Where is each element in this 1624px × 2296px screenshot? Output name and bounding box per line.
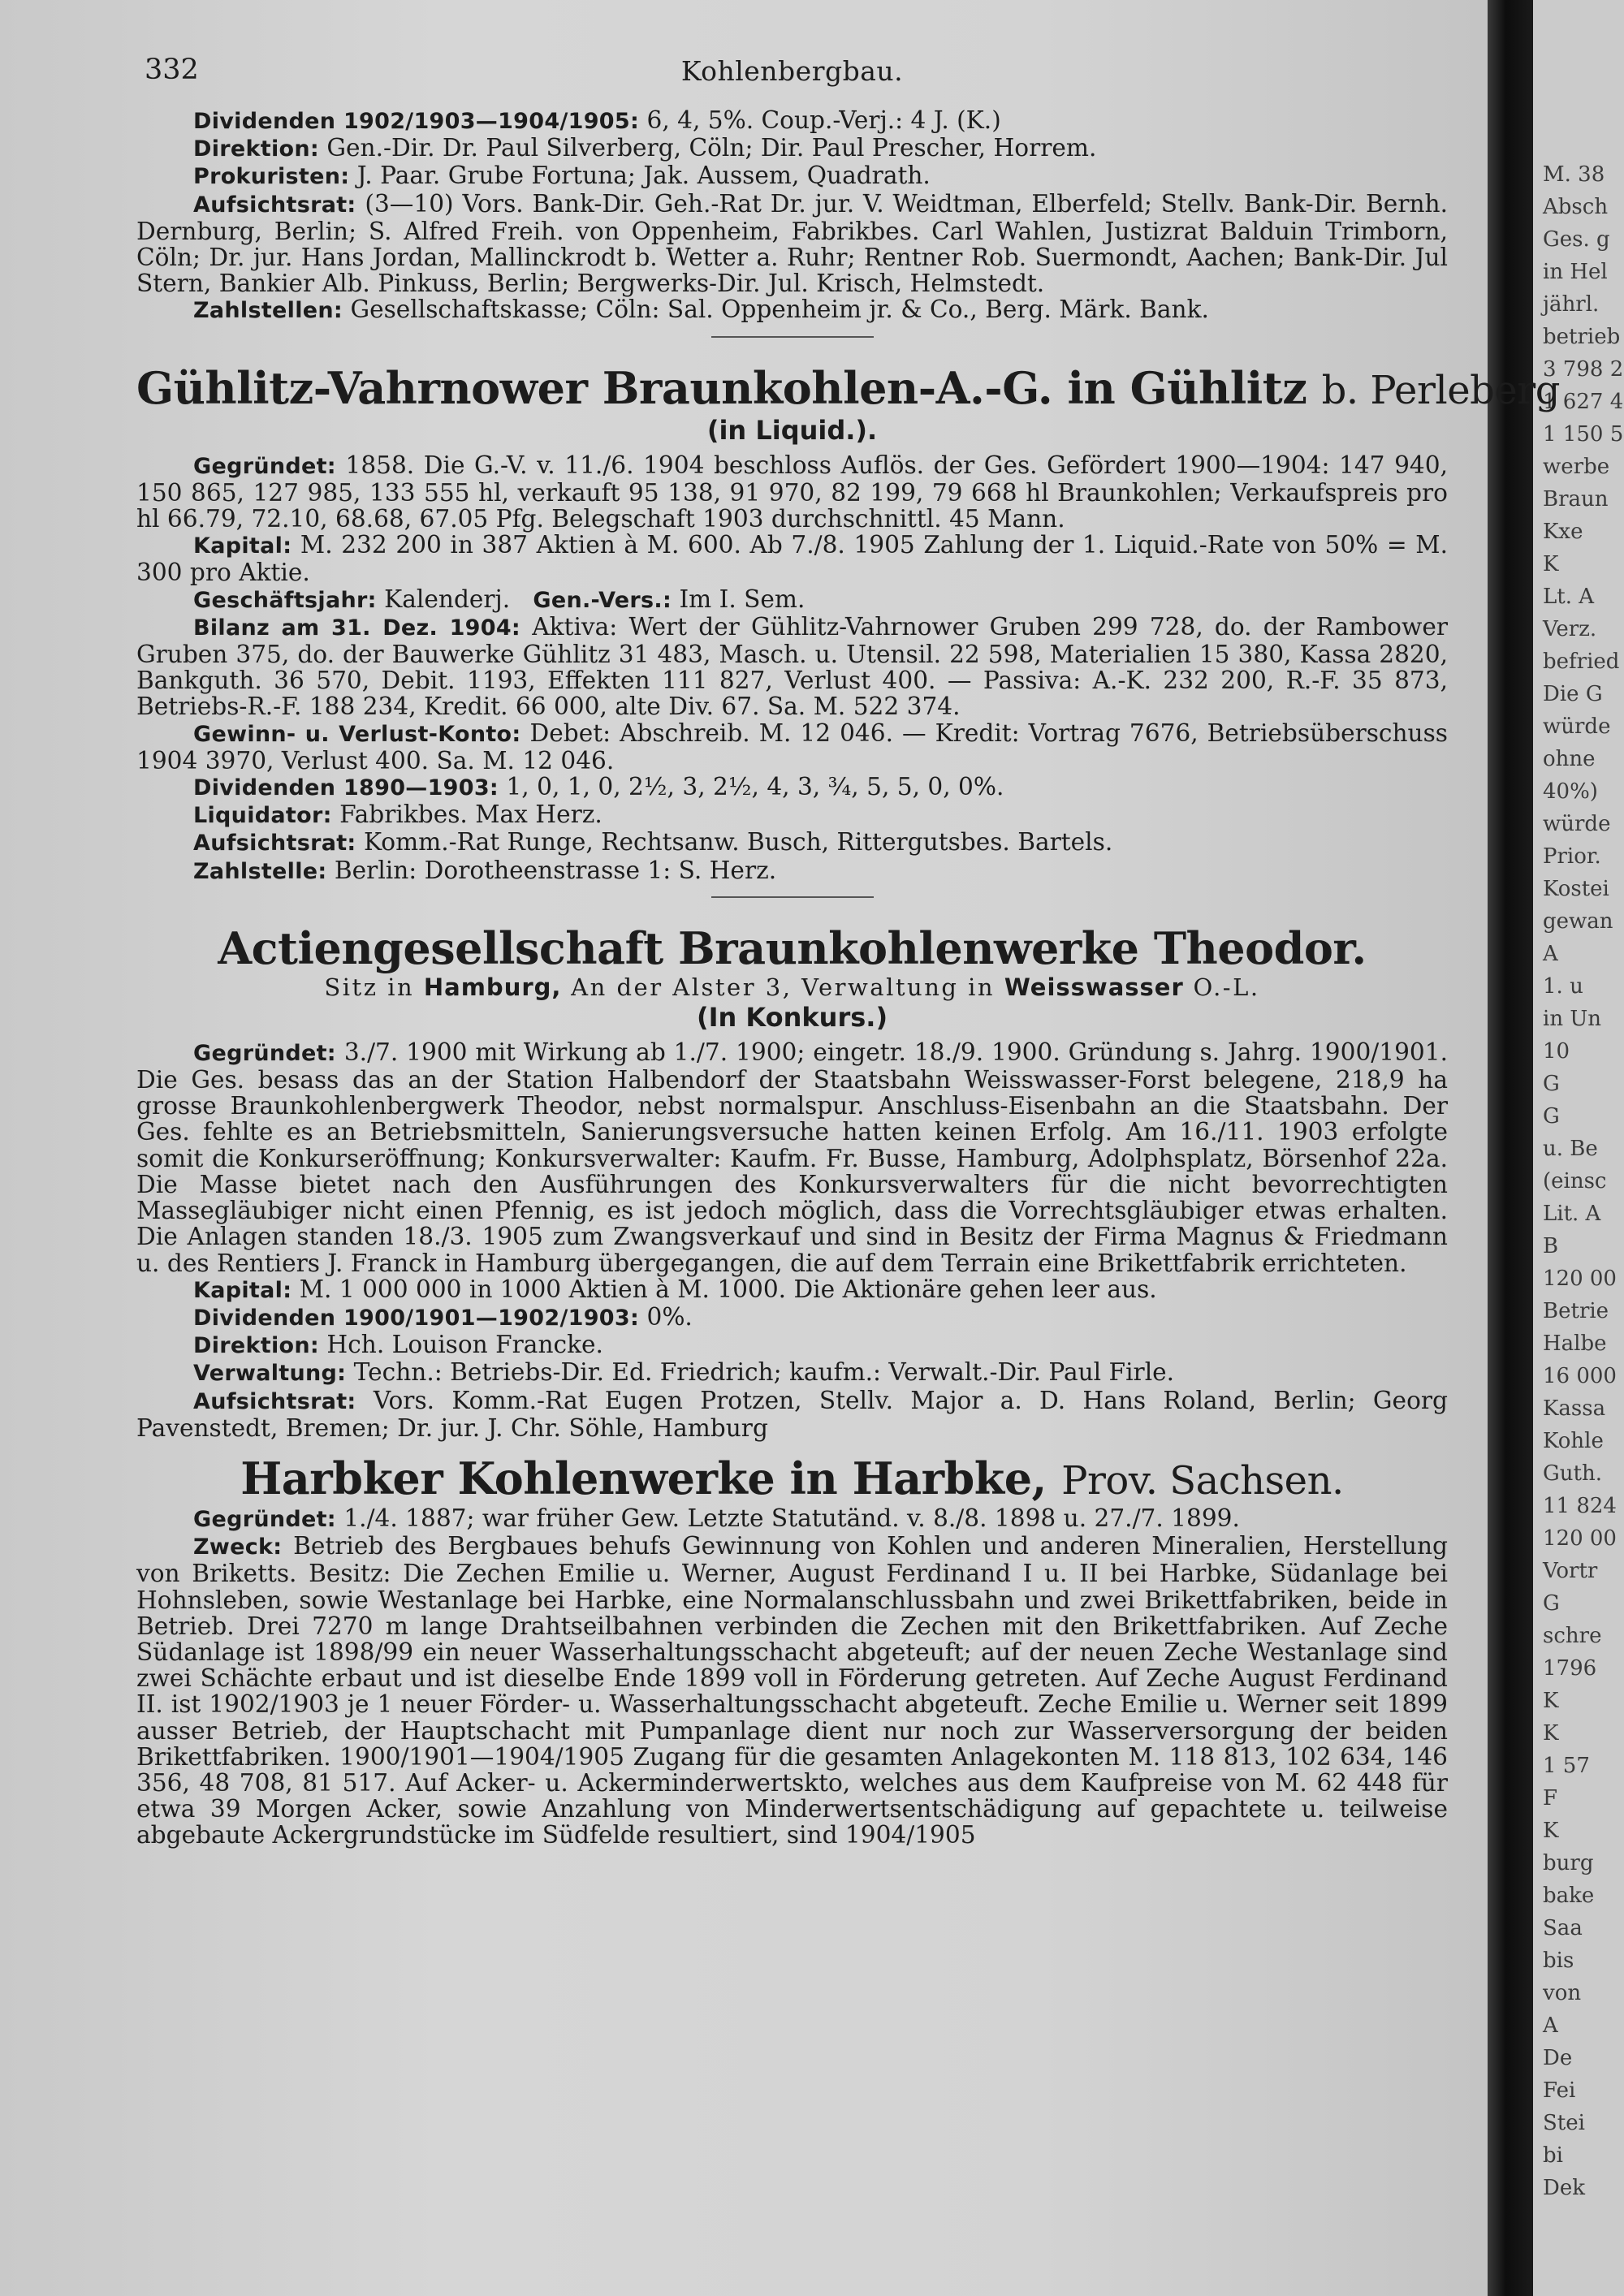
harbke-gegruendet: Gegründet: 1./4. 1887; war früher Gew. Letzte Statutänd. v. 8./8. 1898 u. 27./7. 1899.: [193, 1504, 1240, 1532]
neighbor-fragment: K: [1543, 1689, 1559, 1713]
running-head: [136, 54, 1448, 107]
theodor-direktion: Direktion: Hch. Louison Francke.: [193, 1331, 603, 1359]
neighbor-fragment: 120 00: [1543, 1526, 1617, 1551]
neighbor-fragment: G: [1543, 1072, 1560, 1096]
neighbor-fragment: Betrie: [1543, 1299, 1609, 1323]
neighbor-fragment: u. Be: [1543, 1137, 1598, 1161]
neighbor-fragment: G: [1543, 1104, 1560, 1129]
section-divider: [711, 896, 874, 898]
guehlitz-liquidator: Liquidator: Fabrikbes. Max Herz.: [193, 801, 603, 829]
page-number: 332: [145, 54, 199, 86]
neighbor-fragment: Die G: [1543, 682, 1603, 706]
neighbor-fragment: bi: [1543, 2143, 1563, 2168]
company-title-guehlitz: Gühlitz-Vahrnower Braunkohlen-A.-G. in Gühlitz b. Perleberg: [136, 361, 1560, 414]
status-guehlitz: (in Liquid.).: [706, 414, 878, 446]
neighbor-fragment: De: [1543, 2046, 1573, 2070]
neighbor-fragment: Verz.: [1543, 617, 1597, 641]
entry-guehlitz: [136, 361, 1560, 885]
guehlitz-bilanz: Bilanz am 31. Dez. 1904: Aktiva: Wert der Gühlitz-Vahrnower Gruben 299 728, do. der Rambower Gruben 375, do. der Bauwerke Gühlitz 31 483, Masch. u. Utensil. 22 598, Materialien 15 380, Kassa 2820, Bankguth. 36 570, Debit. 1193, Effekten 111 827, Verlust 400. — Passiva: A.-K. 232 200, R.-F. 35 873, Betriebs-R.-F. 188 234, Kredit. 66 000, alte Div. 67. Sa. M. 522 374.: [136, 612, 1448, 721]
neighbor-fragment: K: [1543, 1721, 1559, 1746]
neighbor-fragment: würde: [1543, 812, 1611, 836]
neighbor-fragment: burg: [1543, 1851, 1594, 1875]
theodor-kapital: Kapital: M. 1 000 000 in 1000 Aktien à M. 1000. Die Aktionäre gehen leer aus.: [193, 1275, 1157, 1303]
neighbor-fragment: Kohle: [1543, 1429, 1604, 1453]
theodor-gegruendet: Gegründet: 3./7. 1900 mit Wirkung ab 1./7. 1900; eingetr. 18./9. 1900. Gründung s. Jahrg. 1900/1901. Die Ges. besass das an der Station Halbendorf der Staatsbahn Weisswasser-Forst belegene, 218,9 ha grosse Braunkohlenbergwerk Theodor, nebst normalspur. Anschluss-Eisenbahn an die Staatsbahn. Der Ges. fehlte es an Betriebsmitteln, Sanierungsversuche hatten keinen Erfolg. Am 16./11. 1903 erfolgte somit die Konkurseröffnung; Konkursverwalter: Kaufm. Fr. Busse, Hamburg, Adolphsplatz, Börsenhof 22a. Die Masse bietet nach den Ausführungen des Konkursverwalters für die nicht bevorrechtigten Massegläubiger nicht einen Pfennig, es ist jedoch möglich, dass die Vorrechtsgläubiger etwas erhalten. Die Anlagen standen 18./3. 1905 zum Zwangsverkauf und sind in Besitz der Firma Magnus & Friedmann u. des Rentiers J. Franck in Hamburg übergegangen, die auf dem Terrain eine Brikettfabrik errichteten.: [136, 1038, 1448, 1277]
neighbor-fragment: B: [1543, 1234, 1559, 1258]
neighbor-fragment: Kassa: [1543, 1396, 1606, 1421]
neighbor-fragment: ohne: [1543, 747, 1596, 771]
neighbor-fragment: 16 000: [1543, 1364, 1617, 1388]
neighbor-fragment: Braun: [1543, 487, 1609, 511]
section-divider: [711, 336, 874, 338]
neighbor-fragment: Guth.: [1543, 1461, 1602, 1486]
neighbor-fragment: Ges. g: [1543, 227, 1610, 252]
entry-theodor: [136, 921, 1448, 1442]
entry-harbke: [136, 1454, 1448, 1849]
guehlitz-kapital: Kapital: M. 232 200 in 387 Aktien à M. 600. Ab 7./8. 1905 Zahlung der 1. Liquid.-Rate von 50% = M. 300 pro Aktie.: [136, 531, 1448, 587]
neighbor-fragment: in Un: [1543, 1007, 1601, 1031]
theodor-verwaltung: Verwaltung: Techn.: Betriebs-Dir. Ed. Friedrich; kaufm.: Verwalt.-Dir. Paul Firle.: [193, 1358, 1175, 1387]
theodor-aufsichtsrat: Aufsichtsrat: Vors. Komm.-Rat Eugen Protzen, Stellv. Major a. D. Hans Roland, Berlin; Georg Pavenstedt, Bremen; Dr. jur. J. Chr. Söhle, Hamburg: [136, 1386, 1448, 1442]
neighbor-fragment: Vortr: [1543, 1559, 1598, 1583]
neighbor-fragment: Absch: [1543, 195, 1609, 219]
neighbor-fragment: Saa: [1543, 1916, 1583, 1940]
neighbor-fragment: Lit. A: [1543, 1202, 1601, 1226]
book-gutter: [1488, 0, 1533, 2296]
prev-direktion: Direktion: Gen.-Dir. Dr. Paul Silverberg, Cöln; Dir. Paul Prescher, Horrem.: [193, 134, 1097, 162]
neighbor-fragment: 1796: [1543, 1656, 1597, 1681]
guehlitz-dividenden: Dividenden 1890—1903: 1, 0, 1, 0, 2½, 3, 2½, 4, 3, ¾, 5, 5, 0, 0%.: [193, 773, 1004, 801]
neighbor-fragment: Kxe: [1543, 520, 1583, 544]
neighbor-fragment: bake: [1543, 1884, 1595, 1908]
neighbor-fragment: jährl.: [1543, 292, 1600, 317]
neighbor-fragment: Fei: [1543, 2078, 1576, 2103]
neighbor-fragment: Kostei: [1543, 877, 1609, 901]
neighbor-fragment: 3 798 2: [1543, 357, 1624, 382]
neighbor-fragment: werbe: [1543, 455, 1610, 479]
company-title-theodor: Actiengesellschaft Braunkohlenwerke Theodor.: [218, 921, 1367, 974]
neighbor-fragment: schre: [1543, 1624, 1602, 1648]
neighbor-fragment: Lt. A: [1543, 585, 1595, 609]
neighbor-fragment: bis: [1543, 1949, 1574, 1973]
neighbor-fragment: würde: [1543, 714, 1611, 739]
neighbor-fragment: M. 38: [1543, 162, 1605, 187]
neighbor-fragment: 1 627 4: [1543, 390, 1624, 414]
status-theodor: (In Konkurs.): [696, 1001, 888, 1033]
theodor-dividenden: Dividenden 1900/1901—1902/1903: 0%.: [193, 1302, 693, 1331]
running-title: Kohlenbergbau.: [680, 55, 904, 87]
prev-prokuristen: Prokuristen: J. Paar. Grube Fortuna; Jak. Aussem, Quadrath.: [193, 162, 931, 190]
neighbor-fragment: G: [1543, 1591, 1560, 1616]
neighbor-fragment: A: [1543, 942, 1558, 966]
guehlitz-zahlstelle: Zahlstelle: Berlin: Dorotheenstrasse 1: S. Herz.: [193, 856, 777, 884]
prev-aufsichtsrat: Aufsichtsrat: (3—10) Vors. Bank-Dir. Geh.-Rat Dr. jur. V. Weidtman, Elberfeld; Stellv. Bank-Dir. Bernh. Dernburg, Berlin; S. Alfred Freih. von Oppenheim, Fabrikbes. Carl Wahlen, Justizrat Balduin Trimborn, Cöln; Dr. jur. Hans Jordan, Mallinckrodt b. Wetter a. Ruhr; Rentner Rob. Suermondt, Aachen; Bank-Dir. Jul Stern, Bankier Alb. Pinkuss, Berlin; Bergwerks-Dir. Jul. Krisch, Helmstedt.: [136, 189, 1448, 298]
neighbor-fragment: (einsc: [1543, 1169, 1607, 1193]
neighbor-fragment: Dek: [1543, 2176, 1585, 2200]
neighbor-fragment: von: [1543, 1981, 1582, 2005]
guehlitz-geschaeftsjahr: Geschäftsjahr: Kalenderj. Gen.-Vers.: Im I. Sem.: [193, 585, 806, 613]
neighbor-fragment: in Hel: [1543, 260, 1608, 284]
neighbor-fragment: Stei: [1543, 2111, 1585, 2135]
neighbor-fragment: 40%): [1543, 779, 1598, 804]
neighbor-fragment: Halbe: [1543, 1331, 1607, 1356]
neighbor-fragment: 1 150 5: [1543, 422, 1624, 447]
neighbor-fragment: 1 57: [1543, 1754, 1590, 1778]
guehlitz-gewinn: Gewinn- u. Verlust-Konto: Debet: Abschreib. M. 12 046. — Kredit: Vortrag 7676, Betriebsüberschuss 1904 3970, Verlust 400. Sa. M. 12 046.: [136, 719, 1448, 775]
seat-theodor: Sitz in Hamburg, An der Alster 3, Verwaltung in Weisswasser O.-L.: [324, 973, 1260, 1001]
previous-entry: [136, 107, 1448, 325]
neighbor-fragment: Prior.: [1543, 844, 1601, 869]
neighbor-fragment: 1. u: [1543, 974, 1583, 999]
guehlitz-gegruendet: Gegründet: 1858. Die G.-V. v. 11./6. 1904 beschloss Auflös. der Ges. Gefördert 1900—1904: 147 940, 150 865, 127 985, 133 555 hl, verkauft 95 138, 91 970, 82 199, 79 668 hl Braunkohlen; Verkaufspreis pro hl 66.79, 72.10, 68.68, 67.05 Pfg. Belegschaft 1903 durchschnittl. 45 Mann.: [136, 451, 1448, 533]
neighbor-fragment: K: [1543, 1819, 1559, 1843]
neighbor-fragment: F: [1543, 1786, 1558, 1810]
neighbor-fragment: betrieb: [1543, 325, 1621, 349]
prev-zahlstellen: Zahlstellen: Gesellschaftskasse; Cöln: Sal. Oppenheim jr. & Co., Berg. Märk. Bank.: [193, 296, 1209, 324]
prev-dividenden: Dividenden 1902/1903—1904/1905: 6, 4, 5%. Coup.-Verj.: 4 J. (K.): [193, 106, 1001, 134]
neighbor-fragment: befried: [1543, 650, 1620, 674]
harbke-zweck: Zweck: Betrieb des Bergbaues behufs Gewinnung von Kohlen und anderen Mineralien, Herstellung von Briketts. Besitz: Die Zechen Emilie u. Werner, August Ferdinand I u. II bei Harbke, Südanlage bei Hohnsleben, sowie Westanlage bei Harbke, eine Normalanschlussbahn und zwei Brikettfabriken, beide in Betrieb. Drei 7270 m lange Drahtseilbahnen verbinden die Zechen mit den Brikettfabriken. Auf Zeche Südanlage ist 1898/99 ein neuer Wasserhaltungsschacht abgeteuft; auf der neuen Zeche Westanlage sind zwei Schächte erbaut und ist dieselbe Ende 1899 voll in Förderung getreten. Auf Zeche August Ferdinand II. ist 1902/1903 je 1 neuer Förder- u. Wasserhaltungsschacht abgeteuft. Zeche Emilie u. Werner seit 1899 ausser Betrieb, der Hauptschacht mit Pumpanlage dient nur noch zur Wasserversorgung der beiden Brikettfabriken. 1900/1901—1904/1905 Zugang für die gesamten Anlagekonten M. 118 813, 102 634, 146 356, 48 708, 81 517. Auf Acker- u. Ackerminderwertskto, welches aus dem Kaufpreise von M. 62 448 für etwa 39 Morgen Acker, sowie Anzahlung von Minderwertsentschädigung auf gepachtete u. teilweise abgebaute Ackergrundstücke im Südfelde resultiert, sind 1904/1905: [136, 1532, 1448, 1849]
guehlitz-aufsichtsrat: Aufsichtsrat: Komm.-Rat Runge, Rechtsanw. Busch, Rittergutsbes. Bartels.: [193, 828, 1113, 857]
neighbor-fragment: 10: [1543, 1039, 1570, 1064]
neighbor-fragment: 120 00: [1543, 1267, 1617, 1291]
neighbor-page-edge: [1533, 0, 1624, 2296]
neighbor-fragment: gewan: [1543, 909, 1613, 934]
neighbor-fragment: 11 824: [1543, 1494, 1617, 1518]
neighbor-fragment: A: [1543, 2013, 1558, 2038]
company-title-harbke: Harbker Kohlenwerke in Harbke, Prov. Sachsen.: [240, 1452, 1344, 1504]
neighbor-fragment: K: [1543, 552, 1559, 576]
